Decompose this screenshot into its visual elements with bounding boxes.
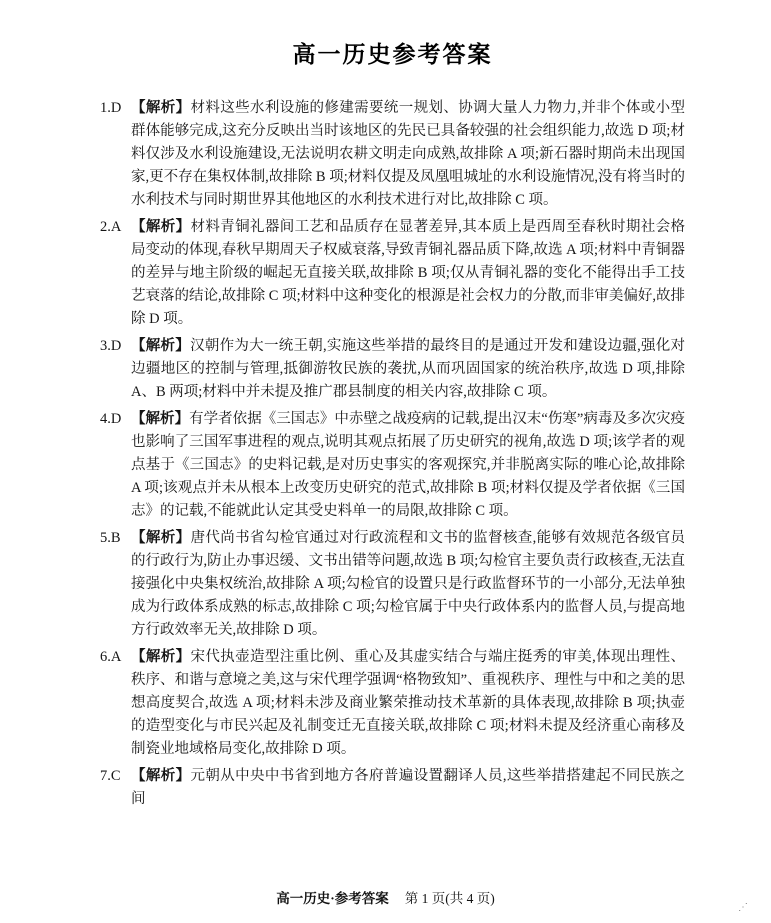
- answer-number: 6.A: [100, 649, 122, 665]
- answer-item-1: [100, 97, 685, 212]
- analysis-label: 【解析】: [131, 100, 191, 116]
- analysis-text: 唐代尚书省勾检官通过对行政流程和文书的监督核查,能够有效规范各级官员的行政行为,防止办事迟缓、文书出错等问题,故选 B 项;勾检官主要负责行政核查,无法直接强化中央集权统治,故排除 A 项;勾检官的设置只是行政监督环节的一小部分,无法单独成为行政体系成熟的标志,故排除 C 项;勾检官属于中央行政体系内的监督人员,与提高地方行政效率无关,故排除 D 项。: [131, 530, 685, 638]
- answer-number: 4.D: [100, 411, 122, 427]
- analysis-label: 【解析】: [131, 219, 191, 235]
- corner-dots-mark: ⋰: [738, 902, 749, 913]
- answer-number: 1.D: [100, 100, 122, 116]
- answer-number: 3.D: [100, 338, 122, 354]
- answer-number: 5.B: [100, 530, 121, 546]
- footer-page-number: 第 1 页(共 4 页): [404, 891, 495, 906]
- answer-number: 2.A: [100, 219, 122, 235]
- analysis-text: 宋代执壶造型注重比例、重心及其虚实结合与端庄挺秀的审美,体现出理性、秩序、和谐与意境之美,这与宋代理学强调“格物致知”、重视秩序、理性与中和之美的思想高度契合,故选 A 项;材料未涉及商业繁荣推动技术革新的具体表现,故排除 B 项;执壶的造型变化与市民兴起及礼制变迁无直接关联,故排除 C 项;材料未提及经济重心南移及制瓷业地域格局变化,故排除 D 项。: [131, 649, 685, 757]
- analysis-text: 材料青铜礼器间工艺和品质存在显著差异,其本质上是西周至春秋时期社会格局变动的体现,春秋早期周天子权威衰落,导致青铜礼器品质下降,故选 A 项;材料中青铜器的差异与地主阶级的崛起无直接关联,故排除 B 项;仅从青铜礼器的变化不能得出手工技艺衰落的结论,故排除 C 项;材料中这种变化的根源是社会权力的分散,而非审美偏好,故排除 D 项。: [131, 219, 685, 327]
- answer-item-7: [100, 765, 685, 811]
- analysis-text: 元朝从中央中书省到地方各府普遍设置翻译人员,这些举措搭建起不同民族之间: [131, 768, 685, 807]
- answer-item-4: [100, 408, 685, 523]
- analysis-label: 【解析】: [131, 338, 191, 354]
- answers-list: [100, 97, 685, 811]
- answer-item-3: [100, 335, 685, 404]
- page-title: 高一历史参考答案: [292, 42, 493, 67]
- analysis-label: 【解析】: [131, 411, 190, 427]
- analysis-text: 汉朝作为大一统王朝,实施这些举措的最终目的是通过开发和建设边疆,强化对边疆地区的控制与管理,抵御游牧民族的袭扰,从而巩固国家的统治秩序,故选 D 项,排除 A、B 两项;材料中并未提及推广郡县制度的相关内容,故排除 C 项。: [131, 338, 686, 400]
- analysis-text: 有学者依据《三国志》中赤壁之战疫病的记载,提出汉末“伤寒”病毒及多次灾疫也影响了三国军事进程的观点,说明其观点拓展了历史研究的视角,故选 D 项;该学者的观点基于《三国志》的史料记载,是对历史事实的客观探究,并非脱离实际的唯心论,故排除 A 项;该观点并未从根本上改变历史研究的范式,故排除 B 项;材料仅提及学者依据《三国志》的记载,不能就此认定其受史料单一的局限,故排除 C 项。: [131, 411, 686, 519]
- analysis-label: 【解析】: [131, 649, 191, 665]
- page-footer: [0, 887, 771, 907]
- answer-number: 7.C: [100, 768, 121, 784]
- footer-doc-title: 高一历史·参考答案: [276, 891, 389, 906]
- analysis-label: 【解析】: [131, 530, 191, 546]
- analysis-label: 【解析】: [131, 768, 191, 784]
- answer-item-6: [100, 646, 685, 761]
- analysis-text: 材料这些水利设施的修建需要统一规划、协调大量人力物力,并非个体或小型群体能够完成,这充分反映出当时该地区的先民已具备较强的社会组织能力,故选 D 项;材料仅涉及水利设施建设,无法说明农耕文明走向成熟,故排除 A 项;新石器时期尚未出现国家,更不存在集权体制,故排除 B 项;材料仅提及凤凰咀城址的水利设施情况,没有将当时的水利技术与同时期世界其他地区的水利技术进行对比,故排除 C 项。: [131, 100, 685, 208]
- answer-item-2: [100, 216, 685, 331]
- answer-item-5: [100, 527, 685, 642]
